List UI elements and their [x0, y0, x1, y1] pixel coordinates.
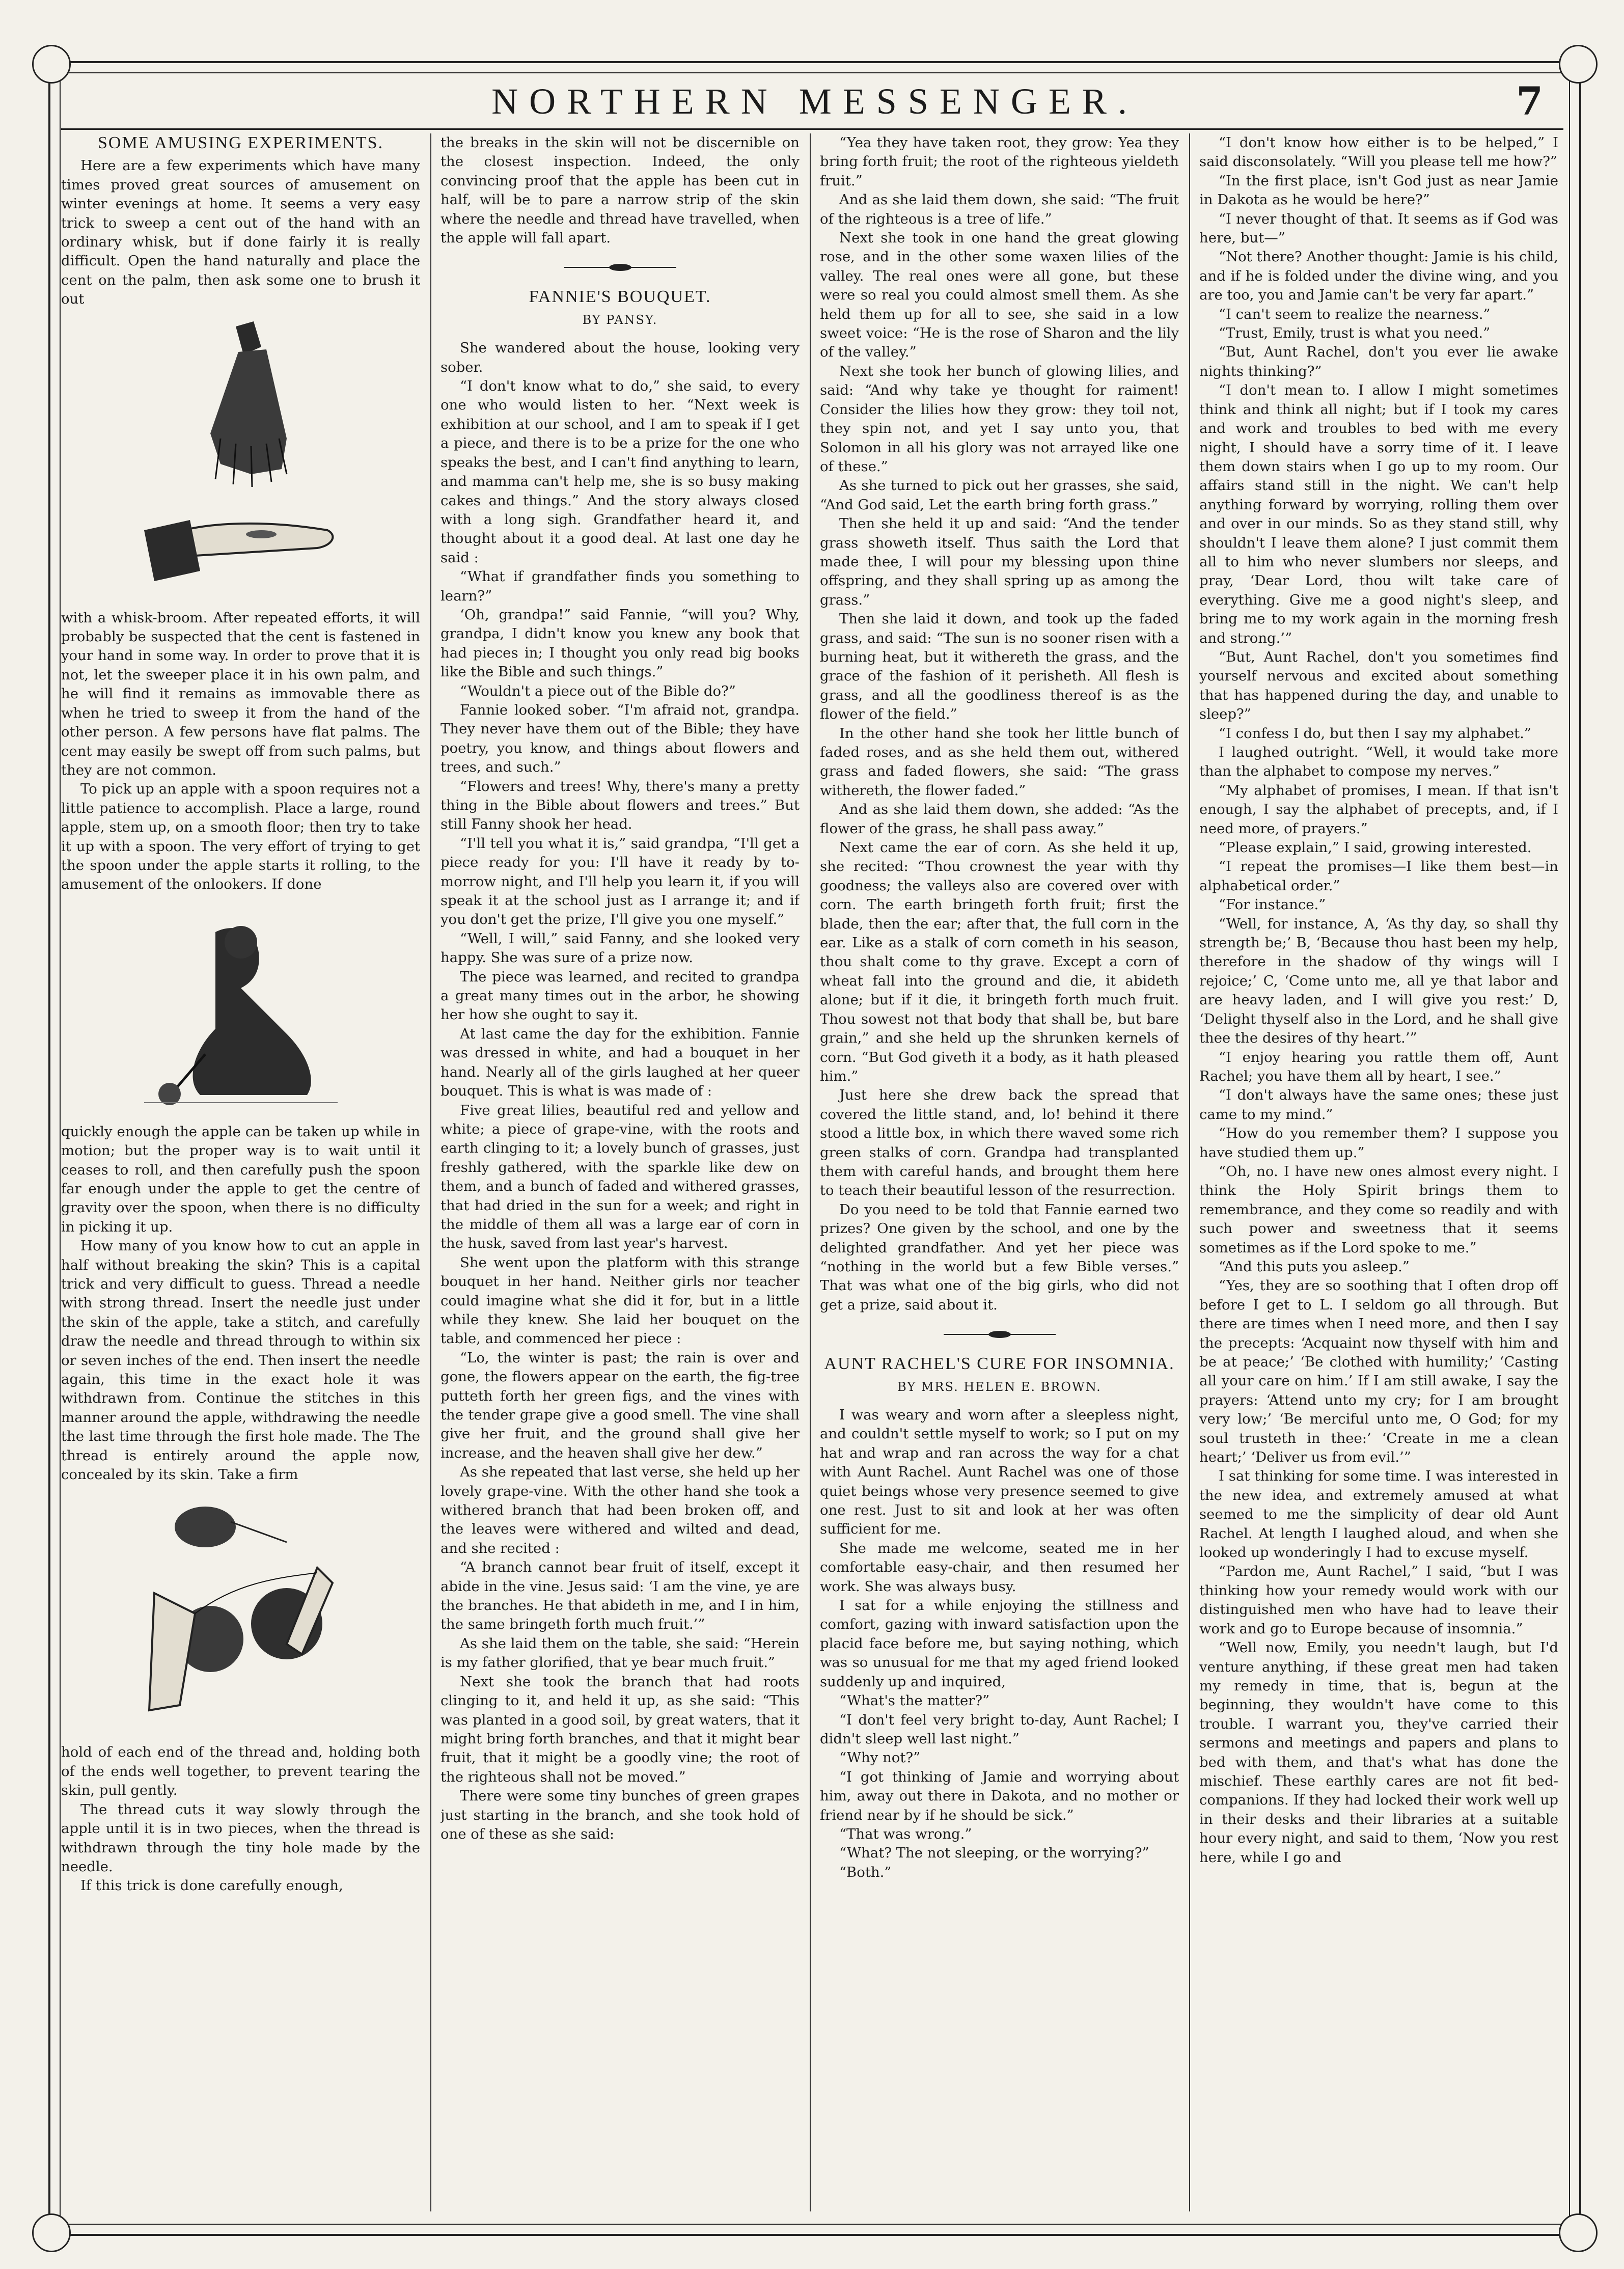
- paragraph: “Lo, the winter is past; the rain is over and gone, the flowers appear on the earth, the fig-tree putteth forth her green figs, and the vines with the tender grape give a good smell. The vine shall give her fruit, and the ground shall give her increase, and the heaven shall give her dew.”: [441, 1349, 800, 1461]
- paragraph: “I don't feel very bright to-day, Aunt Rachel; I didn't sleep well last night.”: [820, 1711, 1179, 1747]
- byline: BY PANSY.: [582, 312, 658, 327]
- paragraph: “Yes, they are so soothing that I often drop off before I get to L. I seldom go all through. But there are times when I need more, and then I say the precepts: ‘Acquaint now thyself with him and be at peace;’ ‘Be clothed with humility;’ ‘Casting all your care on him.’ If I am still awake, I say the prayers: ‘Attend unto my cry; for I am brought very low;’ ‘Be merciful unto me, O God; for my soul trusteth in thee:’ ‘Create in me a clean heart;’ ‘Deliver us from evil.’”: [1199, 1277, 1558, 1466]
- paragraph: “I'll tell you what it is,” said grandpa, “I'll get a piece ready for you: I'll have it ready by to-morrow night, and I'll help you learn it, if you will speak it at the school just as I arrange it; and if you don't get the prize, I'll give you one myself.”: [441, 835, 800, 928]
- paragraph: To pick up an apple with a spoon requires not a little patience to accomplish. Place a large, round apple, stem up, on a smooth floor; then try to take it up with a spoon. The very effort of trying to get the spoon under the apple starts it rolling, to the amusement of the onlookers. If done: [61, 781, 420, 893]
- paragraph: “But, Aunt Rachel, don't you sometimes find yourself nervous and excited about something that has happened during the day, and unable to sleep?”: [1199, 648, 1558, 723]
- paragraph: “I confess I do, but then I say my alphabet.”: [1219, 725, 1531, 742]
- paragraph: “How do you remember them? I suppose you have studied them up.”: [1199, 1125, 1558, 1161]
- paragraph: There were some tiny bunches of green grapes just starting in the branch, and she took hold of one of these as she said:: [441, 1788, 800, 1842]
- paragraph: “I enjoy hearing you rattle them off, Aunt Rachel; you have them all by heart, I see.”: [1199, 1049, 1558, 1084]
- masthead-rule: [61, 128, 1563, 130]
- paragraph: How many of you know how to cut an apple in half without breaking the skin? This is a capital trick and very difficult to guess. Thread a needle with strong thread. Insert the needle just under the skin of the apple, take a stitch, and carefully draw the needle and thread through to within six or seven inches of the end. Then insert the needle again, this time in the exact hole it was withdrawn from. Continue the stitches in this manner around the apple, withdrawing the needle the last time through the first hole made. The The thread is entirely around the apple now, concealed by its skin. Take a firm: [61, 1238, 420, 1483]
- paragraph: with a whisk-broom. After repeated efforts, it will probably be suspected that the cent is fastened in your hand in some way. In order to prove that it is not, let the sweeper place it in his own palm, and he will find it remains as immovable there as when he tried to sweep it from the hand of the other person. A few persons have flat palms. The cent may easily be swept off from such palms, but they are not common.: [61, 609, 420, 778]
- column-3: [820, 133, 1179, 2211]
- paragraph: As she repeated that last verse, she held up her lovely grape-vine. With the other hand she took a withered branch that had been broken off, and the leaves were withered and wilted and dead, and she recited :: [441, 1464, 800, 1556]
- paragraph: She went upon the platform with this strange bouquet in her hand. Neither girls nor teacher could imagine what she did it for, but in a little while they knew. She laid her bouquet on the table, and commenced her piece :: [441, 1254, 800, 1347]
- paragraph: “In the first place, isn't God just as near Jamie in Dakota as he would be here?”: [1199, 172, 1558, 208]
- paragraph: Then she held it up and said: “And the tender grass showeth itself. Thus saith the Lord that made thee, I will pour my blessing upon thine offspring, and they shall spring up as among the grass.”: [820, 515, 1179, 608]
- paragraph: “Please explain,” I said, growing interested.: [1219, 839, 1532, 856]
- paragraph: “I can't seem to realize the nearness.”: [1219, 306, 1491, 322]
- paragraph: “I got thinking of Jamie and worrying about him, away out there in Dakota, and no mother or friend near by if he should be sick.”: [820, 1768, 1179, 1823]
- paragraph: Just here she drew back the spread that covered the little stand, and, lo! behind it there stood a little box, in which there waved some rich green stalks of corn. Grandpa had transplanted them with careful hands, and brought them here to teach their beautiful lesson of the resurrection.: [820, 1087, 1179, 1199]
- column-4: [1199, 133, 1558, 2211]
- paragraph: “Pardon me, Aunt Rachel,” I said, “but I was thinking how your remedy would work with our distinguished men who have had to leave their work and go to Europe because of insomnia.”: [1199, 1563, 1558, 1637]
- apple-spoon-illustration: [139, 901, 343, 1115]
- paragraph: I sat for a while enjoying the stillness and comfort, gazing with inward satisfaction upon the placid face before me, but saying nothing, which was so unusual for me that my aged friend looked suddenly up and inquired,: [820, 1597, 1179, 1690]
- paragraph: hold of each end of the thread and, holding both of the ends well together, to prevent tearing the skin, pull gently.: [61, 1744, 420, 1799]
- section-divider: [564, 263, 676, 272]
- paragraph: The thread cuts it way slowly through the apple until it is in two pieces, when the thread is withdrawn through the tiny hole made by the needle.: [61, 1801, 420, 1875]
- paragraph: Next came the ear of corn. As she held it up, she recited: “Thou crownest the year with thy goodness; the valleys also are covered over with corn. The earth bringeth forth fruit; first the blade, then the ear; after that, the full corn in the ear. Like as a stalk of corn cometh in his season, thou shalt come to thy grave. Except a corn of wheat fall into the ground and die, it abideth alone; but if it die, it bringeth forth much fruit. Thou sowest not that body that shall be, but bare grain,” and she held up the shrunken kernels of corn. “But God giveth it a body, as it hath pleased him.”: [820, 839, 1179, 1084]
- paragraph: As she laid them on the table, she said: “Herein is my father glorified, that ye bear much fruit.”: [441, 1635, 800, 1671]
- paragraph: “I repeat the promises—I like them best—in alphabetical order.”: [1199, 858, 1558, 894]
- corner-ornament: [32, 2213, 71, 2252]
- paragraph: “Wouldn't a piece out of the Bible do?”: [460, 682, 736, 699]
- page-number: 7: [1516, 78, 1543, 124]
- article-heading-experiments: SOME AMUSING EXPERIMENTS.: [98, 133, 383, 152]
- paragraph: “Flowers and trees! Why, there's many a pretty thing in the Bible about flowers and trees.” But still Fanny shook her head.: [441, 778, 800, 833]
- paragraph: “And this puts you asleep.”: [1219, 1258, 1410, 1275]
- corner-ornament: [1559, 2213, 1598, 2252]
- apple-thread-illustration: [134, 1491, 348, 1736]
- paragraph: “Oh, no. I have new ones almost every night. I think the Holy Spirit brings them to remembrance, and they come so readily and with such power and sweetness that it seems sometimes as if the Lord spoke to me.”: [1199, 1163, 1558, 1256]
- paragraph: Five great lilies, beautiful red and yellow and white; a piece of grape-vine, with the roots and earth clinging to it; a lovely bunch of grasses, just freshly gathered, with the sparkle like dew on them, and a bunch of faded and withered grasses, that had dried in the sun for a week; and right in the middle of them all was a large ear of corn in the husk, saved from last year's harvest.: [441, 1102, 800, 1252]
- paragraph: “What if grandfather finds you something to learn?”: [441, 568, 800, 604]
- paragraph: “I don't mean to. I allow I might sometimes think and think all night; but if I took my cares and work and troubles to bed with me every night, I should have a sorry time of it. I leave them down stairs when I go up to my room. Our affairs stand still in the night. We can't help anything forward by worrying, rolling them over and over in our minds. So as they stand still, why shouldn't I leave them alone? I just commit them all to him who never slumbers nor sleeps, and pray, ‘Dear Lord, thou wilt take care of everything. Give me a good night's sleep, and bring me to my work again in the morning fresh and strong.’”: [1199, 382, 1558, 646]
- column-1: [61, 133, 420, 2211]
- paragraph: I sat thinking for some time. I was interested in the new idea, and extremely amused at what seemed to me the simplicity of dear old Aunt Rachel. At length I laughed aloud, and when she looked up wonderingly I had to excuse myself.: [1199, 1468, 1558, 1561]
- paragraph: “Trust, Emily, trust is what you need.”: [1219, 325, 1491, 342]
- paragraph: quickly enough the apple can be taken up while in motion; but the proper way is to wait until it ceases to roll, and then carefully push the spoon far enough under the apple to get the centre of gravity over the spoon, when there is no difficulty in picking it up.: [61, 1123, 420, 1235]
- paragraph: “Well now, Emily, you needn't laugh, but I'd venture anything, if these great men had taken my remedy in time, that is, begun at the beginning, they wouldn't have come to this trouble. I warrant you, they've carried their sermons and meetings and papers and plans to bed with them, and that's what has done the mischief. These earthly cares are not fit bed-companions. If they had locked their work well up in their desks and their libraries at a suitable hour every night, and said to them, ‘Now you rest here, while I go and: [1199, 1639, 1558, 1866]
- paragraph: “For instance.”: [1219, 896, 1326, 913]
- paragraph: If this trick is done carefully enough,: [80, 1877, 343, 1894]
- paragraph: “But, Aunt Rachel, don't you ever lie awake nights thinking?”: [1199, 344, 1558, 379]
- paragraph: “I don't always have the same ones; these just came to my mind.”: [1199, 1087, 1558, 1123]
- paragraph: Next she took in one hand the great glowing rose, and in the other some waxen lilies of the valley. The real ones were all gone, but these were so real you could almost smell them. As she held them up for all to see, she said in a low sweet voice: “He is the rose of Sharon and the lily of the valley.”: [820, 230, 1179, 361]
- paragraph: In the other hand she took her little bunch of faded roses, and as she held them out, withered grass and faded flowers, she said: “The grass withereth, the flower faded.”: [820, 725, 1179, 799]
- paragraph: “Both.”: [839, 1864, 892, 1880]
- whisk-broom-hand-illustration: [134, 316, 348, 602]
- paragraph: “Well, for instance, A, ‘As thy day, so shall thy strength be;’ B, ‘Because thou hast been my help, therefore in the shadow of thy wings will I rejoice;’ C, ‘Come unto me, all ye that labor and are heavy laden, and I will give you rest:’ D, ‘Delight thyself also in the Lord, and he shall give thee the desires of thy heart.’”: [1199, 915, 1558, 1047]
- paragraph: Here are a few experiments which have many times proved great sources of amusement on winter evenings at home. It seems a very easy trick to sweep a cent out of the hand with an ordinary whisk, but if done fairly it is really difficult. Open the hand naturally and place the cent on the palm, then ask some one to brush it out: [61, 157, 420, 308]
- paragraph: “That was wrong.”: [839, 1825, 972, 1842]
- paragraph: Next she took the branch that had roots clinging to it, and held it up, as she said: “This was planted in a good soil, by great waters, that it might bring forth branches, and that it might bear fruit, that it might be a goodly vine; the root of the righteous shall not be moved.”: [441, 1673, 800, 1785]
- paragraph: At last came the day for the exhibition. Fannie was dressed in white, and had a bouquet in her hand. Nearly all of the girls laughed at her queer bouquet. This is what is was made of :: [441, 1025, 800, 1100]
- paragraph: The piece was learned, and recited to grandpa a great many times out in the arbor, he showing her how she ought to say it.: [441, 968, 800, 1023]
- article-heading-aunt-rachel: AUNT RACHEL'S CURE FOR INSOMNIA.: [824, 1354, 1175, 1374]
- paragraph: She wandered about the house, looking very sober.: [441, 340, 800, 375]
- paragraph: ‘Oh, grandpa!” said Fannie, “will you? Why, grandpa, I didn't know you knew any book that had pieces in; I thought you only read big books like the Bible and such things.”: [441, 606, 800, 680]
- masthead: [61, 75, 1568, 131]
- paragraph: “What? The not sleeping, or the worrying?”: [839, 1845, 1149, 1862]
- paragraph: And as she laid them down, she said: “The fruit of the righteous is a tree of life.”: [820, 192, 1179, 227]
- paragraph: the breaks in the skin will not be discernible on the closest inspection. Indeed, the only convincing proof that the apple has been cut in half, will be to pare a narrow strip of the skin where the needle and thread have travelled, when the apple will fall apart.: [441, 134, 800, 247]
- paragraph: Do you need to be told that Fannie earned two prizes? One given by the school, and one by the delighted grandfather. And yet her piece was “nothing in the world but a few Bible verses.” That was what one of the big girls, who did not get a prize, said about it.: [820, 1201, 1179, 1313]
- paragraph: “Why not?”: [839, 1749, 921, 1766]
- article-columns: [61, 133, 1563, 2211]
- byline: BY MRS. HELEN E. BROWN.: [897, 1379, 1102, 1394]
- paragraph: As she turned to pick out her grasses, she said, “And God said, Let the earth bring forth grass.”: [820, 477, 1179, 513]
- section-divider: [944, 1330, 1056, 1339]
- paragraph: “Yea they have taken root, they grow: Yea they bring forth fruit; the root of the righteous yieldeth fruit.”: [820, 134, 1179, 189]
- paragraph: “A branch cannot bear fruit of itself, except it abide in the vine. Jesus said: ‘I am the vine, ye are the branches. He that abideth in me, and I in him, the same bringeth forth much fruit.’”: [441, 1559, 800, 1633]
- paragraph: Fannie looked sober. “I'm afraid not, grandpa. They never have them out of the Bible; they have poetry, you know, and things about flowers and trees, and such.”: [441, 701, 800, 776]
- paragraph: And as she laid them down, she added: “As the flower of the grass, he shall pass away.”: [820, 801, 1179, 837]
- article-heading-fannie: FANNIE'S BOUQUET.: [529, 287, 711, 307]
- paragraph: Next she took her bunch of glowing lilies, and said: “And why take ye thought for raiment! Consider the lilies how they grow: they toil not, they spin not, and yet I say unto you, that Solomon in all his glory was not arrayed like one of these.”: [820, 363, 1179, 475]
- paragraph: “I don't know how either is to be helped,” I said disconsolately. “Will you please tell me how?”: [1199, 134, 1558, 170]
- paragraph: I was weary and worn after a sleepless night, and couldn't settle myself to work; so I put on my hat and wrap and ran across the way for a chat with Aunt Rachel. Aunt Rachel was one of those quiet beings whose very presence seemed to give one rest. Just to sit and look at her was often sufficient for me.: [820, 1407, 1179, 1538]
- paragraph: “Not there? Another thought: Jamie is his child, and if he is folded under the divine wing, and you are too, you and Jamie can't be very far apart.”: [1199, 249, 1558, 304]
- paragraph: She made me welcome, seated me in her comfortable easy-chair, and then resumed her work. She was always busy.: [820, 1540, 1179, 1595]
- paragraph: “I never thought of that. It seems as if God was here, but—”: [1199, 210, 1558, 247]
- paragraph: “My alphabet of promises, I mean. If that isn't enough, I say the alphabet of precepts, and, if I need more, of prayers.”: [1199, 782, 1558, 837]
- paragraph: “I don't know what to do,” she said, to every one who would listen to her. “Next week is exhibition at our school, and I am to speak if I get a piece, and there is to be a prize for the one who speaks the best, and I can't find anything to learn, and mamma can't help me, she is so busy making cakes and things.” And the story always closed with a long sigh. Grandfather heard it, and thought about it a good deal. At last one day he said :: [441, 378, 800, 566]
- paragraph: “Well, I will,” said Fanny, and she looked very happy. She was sure of a prize now.: [441, 930, 800, 966]
- paragraph: I laughed outright. “Well, it would take more than the alphabet to compose my nerves.”: [1199, 744, 1558, 780]
- paragraph: Then she laid it down, and took up the faded grass, and said: “The sun is no sooner risen with a burning heat, but it withereth the grass, and the grace of the fashion of it perisheth. All flesh is grass, and all the goodliness thereof is as the flower of the field.”: [820, 611, 1179, 723]
- paragraph: “What's the matter?”: [839, 1692, 990, 1709]
- column-2: [441, 133, 800, 2211]
- newspaper-title: NORTHERN MESSENGER.: [491, 81, 1138, 122]
